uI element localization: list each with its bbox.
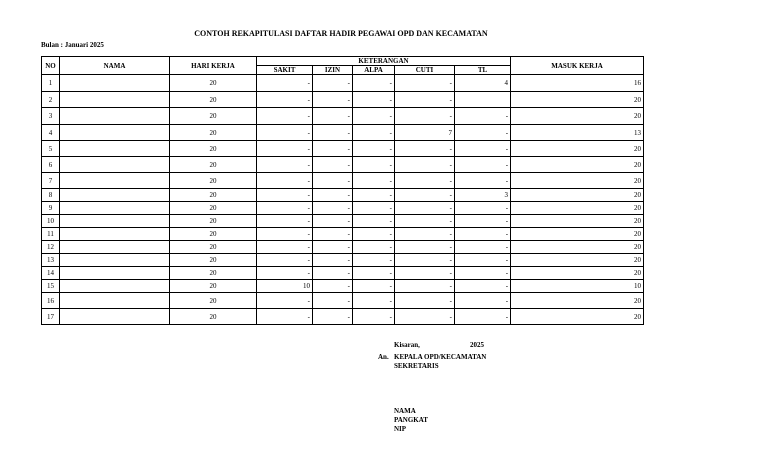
cell-sakit: - <box>257 189 313 202</box>
cell-nama <box>60 241 170 254</box>
cell-alpa: - <box>353 125 395 141</box>
cell-sakit: - <box>257 254 313 267</box>
cell-no: 6 <box>42 157 60 173</box>
table-row <box>42 293 644 309</box>
table-row <box>42 125 644 141</box>
cell-hari-kerja: 20 <box>170 228 257 241</box>
cell-cuti: - <box>395 228 455 241</box>
cell-sakit: - <box>257 108 313 125</box>
header-tl: TL <box>455 66 511 75</box>
cell-tl: - <box>455 309 511 325</box>
cell-sakit: - <box>257 202 313 215</box>
cell-alpa: - <box>353 215 395 228</box>
cell-no: 17 <box>42 309 60 325</box>
cell-masuk-kerja: 20 <box>511 141 644 157</box>
cell-cuti: - <box>395 280 455 293</box>
header-izin: IZIN <box>313 66 353 75</box>
cell-izin: - <box>313 173 353 189</box>
cell-izin: - <box>313 228 353 241</box>
cell-tl: - <box>455 125 511 141</box>
cell-masuk-kerja: 20 <box>511 241 644 254</box>
cell-hari-kerja: 20 <box>170 267 257 280</box>
table-row <box>42 215 644 228</box>
cell-masuk-kerja: 20 <box>511 254 644 267</box>
cell-masuk-kerja: 20 <box>511 108 644 125</box>
cell-alpa: - <box>353 189 395 202</box>
table-row <box>42 280 644 293</box>
cell-no: 12 <box>42 241 60 254</box>
cell-nama <box>60 202 170 215</box>
cell-cuti: - <box>395 157 455 173</box>
cell-izin: - <box>313 108 353 125</box>
cell-alpa: - <box>353 173 395 189</box>
cell-masuk-kerja: 20 <box>511 157 644 173</box>
cell-hari-kerja: 20 <box>170 309 257 325</box>
cell-nama <box>60 108 170 125</box>
table-row <box>42 254 644 267</box>
cell-nama <box>60 189 170 202</box>
cell-no: 14 <box>42 267 60 280</box>
cell-tl: - <box>455 228 511 241</box>
cell-no: 15 <box>42 280 60 293</box>
header-alpa: ALPA <box>353 66 395 75</box>
cell-no: 3 <box>42 108 60 125</box>
header-nama: NAMA <box>60 57 170 75</box>
table-row <box>42 173 644 189</box>
table-row <box>42 309 644 325</box>
cell-no: 13 <box>42 254 60 267</box>
table-body <box>42 75 644 325</box>
table-row <box>42 189 644 202</box>
cell-cuti: - <box>395 108 455 125</box>
cell-hari-kerja: 20 <box>170 173 257 189</box>
cell-tl: 4 <box>455 75 511 92</box>
cell-izin: - <box>313 92 353 108</box>
cell-tl: - <box>455 241 511 254</box>
cell-nama <box>60 254 170 267</box>
table-row <box>42 228 644 241</box>
cell-alpa: - <box>353 241 395 254</box>
cell-cuti: - <box>395 254 455 267</box>
cell-alpa: - <box>353 228 395 241</box>
cell-cuti: - <box>395 267 455 280</box>
cell-izin: - <box>313 293 353 309</box>
cell-izin: - <box>313 157 353 173</box>
cell-nama <box>60 280 170 293</box>
cell-no: 8 <box>42 189 60 202</box>
cell-no: 5 <box>42 141 60 157</box>
cell-tl: 3 <box>455 189 511 202</box>
signature-an: An. <box>378 353 389 361</box>
cell-sakit: - <box>257 173 313 189</box>
cell-hari-kerja: 20 <box>170 125 257 141</box>
signature-year: 2025 <box>470 341 484 349</box>
cell-nama <box>60 173 170 189</box>
cell-no: 2 <box>42 92 60 108</box>
cell-masuk-kerja: 20 <box>511 202 644 215</box>
cell-nama <box>60 228 170 241</box>
cell-tl: - <box>455 173 511 189</box>
cell-sakit: - <box>257 125 313 141</box>
cell-sakit: - <box>257 293 313 309</box>
table-row <box>42 157 644 173</box>
table-row <box>42 141 644 157</box>
cell-izin: - <box>313 280 353 293</box>
signature-place: Kisaran, <box>394 341 420 349</box>
cell-sakit: 10 <box>257 280 313 293</box>
cell-izin: - <box>313 215 353 228</box>
cell-hari-kerja: 20 <box>170 92 257 108</box>
cell-alpa: - <box>353 267 395 280</box>
cell-alpa: - <box>353 157 395 173</box>
cell-tl <box>455 92 511 108</box>
cell-hari-kerja: 20 <box>170 141 257 157</box>
cell-tl: - <box>455 254 511 267</box>
cell-sakit: - <box>257 241 313 254</box>
cell-nama <box>60 215 170 228</box>
cell-no: 1 <box>42 75 60 92</box>
cell-sakit: - <box>257 157 313 173</box>
cell-alpa: - <box>353 280 395 293</box>
table-row <box>42 92 644 108</box>
cell-tl: - <box>455 157 511 173</box>
signature-name: NAMA <box>394 407 416 415</box>
cell-no: 11 <box>42 228 60 241</box>
cell-masuk-kerja: 20 <box>511 92 644 108</box>
cell-masuk-kerja: 20 <box>511 173 644 189</box>
cell-masuk-kerja: 20 <box>511 228 644 241</box>
cell-masuk-kerja: 10 <box>511 280 644 293</box>
cell-izin: - <box>313 241 353 254</box>
cell-nama <box>60 157 170 173</box>
cell-masuk-kerja: 20 <box>511 189 644 202</box>
cell-hari-kerja: 20 <box>170 202 257 215</box>
cell-alpa: - <box>353 141 395 157</box>
cell-izin: - <box>313 189 353 202</box>
cell-hari-kerja: 20 <box>170 108 257 125</box>
cell-hari-kerja: 20 <box>170 189 257 202</box>
cell-nama <box>60 293 170 309</box>
signature-position: SEKRETARIS <box>394 362 439 370</box>
cell-alpa: - <box>353 75 395 92</box>
cell-alpa: - <box>353 92 395 108</box>
attendance-table <box>41 56 644 325</box>
cell-sakit: - <box>257 75 313 92</box>
cell-nama <box>60 125 170 141</box>
month-label: Bulan : Januari 2025 <box>41 41 104 49</box>
cell-nama <box>60 92 170 108</box>
cell-alpa: - <box>353 108 395 125</box>
cell-izin: - <box>313 141 353 157</box>
cell-tl: - <box>455 202 511 215</box>
cell-cuti: - <box>395 215 455 228</box>
cell-masuk-kerja: 16 <box>511 75 644 92</box>
cell-alpa: - <box>353 293 395 309</box>
cell-izin: - <box>313 267 353 280</box>
cell-sakit: - <box>257 267 313 280</box>
cell-masuk-kerja: 20 <box>511 267 644 280</box>
cell-sakit: - <box>257 141 313 157</box>
cell-izin: - <box>313 202 353 215</box>
signature-title: KEPALA OPD/KECAMATAN <box>394 353 487 361</box>
cell-sakit: - <box>257 92 313 108</box>
cell-tl: - <box>455 293 511 309</box>
table-row <box>42 267 644 280</box>
cell-alpa: - <box>353 254 395 267</box>
cell-no: 4 <box>42 125 60 141</box>
cell-hari-kerja: 20 <box>170 157 257 173</box>
cell-cuti: - <box>395 92 455 108</box>
signature-rank: PANGKAT <box>394 416 428 424</box>
cell-izin: - <box>313 125 353 141</box>
header-no: NO <box>42 57 60 75</box>
cell-alpa: - <box>353 309 395 325</box>
cell-no: 10 <box>42 215 60 228</box>
cell-sakit: - <box>257 309 313 325</box>
cell-hari-kerja: 20 <box>170 293 257 309</box>
table-row <box>42 202 644 215</box>
cell-tl: - <box>455 215 511 228</box>
cell-tl: - <box>455 141 511 157</box>
cell-cuti: - <box>395 202 455 215</box>
cell-hari-kerja: 20 <box>170 241 257 254</box>
cell-cuti: - <box>395 141 455 157</box>
table-row <box>42 108 644 125</box>
cell-izin: - <box>313 309 353 325</box>
cell-tl: - <box>455 267 511 280</box>
cell-izin: - <box>313 75 353 92</box>
cell-no: 9 <box>42 202 60 215</box>
cell-sakit: - <box>257 228 313 241</box>
cell-nama <box>60 75 170 92</box>
cell-cuti: - <box>395 75 455 92</box>
cell-no: 7 <box>42 173 60 189</box>
cell-tl: - <box>455 280 511 293</box>
header-masuk-kerja: MASUK KERJA <box>511 57 644 75</box>
cell-izin: - <box>313 254 353 267</box>
cell-alpa: - <box>353 202 395 215</box>
cell-nama <box>60 141 170 157</box>
cell-no: 16 <box>42 293 60 309</box>
cell-nama <box>60 309 170 325</box>
cell-masuk-kerja: 20 <box>511 309 644 325</box>
cell-cuti: - <box>395 173 455 189</box>
cell-hari-kerja: 20 <box>170 75 257 92</box>
cell-cuti: 7 <box>395 125 455 141</box>
header-keterangan: KETERANGAN <box>257 57 511 66</box>
cell-masuk-kerja: 20 <box>511 215 644 228</box>
signature-nip: NIP <box>394 425 407 433</box>
cell-hari-kerja: 20 <box>170 215 257 228</box>
cell-tl: - <box>455 108 511 125</box>
header-cuti: CUTI <box>395 66 455 75</box>
cell-nama <box>60 267 170 280</box>
cell-cuti: - <box>395 309 455 325</box>
cell-cuti: - <box>395 241 455 254</box>
cell-masuk-kerja: 20 <box>511 293 644 309</box>
header-sakit: SAKIT <box>257 66 313 75</box>
cell-hari-kerja: 20 <box>170 280 257 293</box>
cell-cuti: - <box>395 189 455 202</box>
cell-masuk-kerja: 13 <box>511 125 644 141</box>
header-hari-kerja: HARI KERJA <box>170 57 257 75</box>
cell-sakit: - <box>257 215 313 228</box>
table-row <box>42 241 644 254</box>
table-row <box>42 75 644 92</box>
cell-cuti: - <box>395 293 455 309</box>
cell-hari-kerja: 20 <box>170 254 257 267</box>
document-title: CONTOH REKAPITULASI DAFTAR HADIR PEGAWAI OPD DAN KECAMATAN <box>194 29 488 38</box>
